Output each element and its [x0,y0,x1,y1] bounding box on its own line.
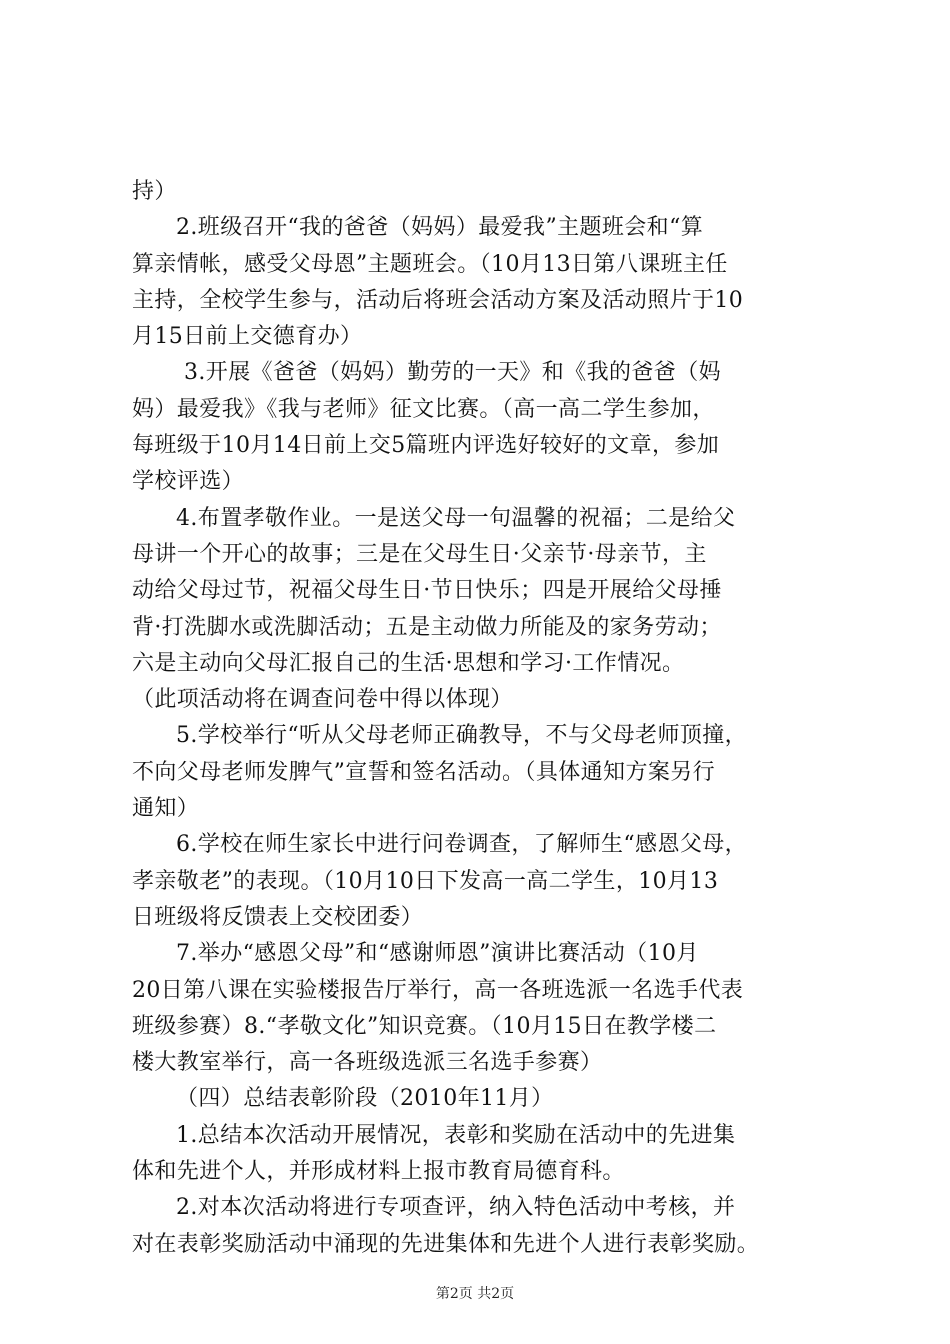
body-line: 每班级于10月14日前上交5篇班内评选好较好的文章，参加 [132,433,720,459]
body-line: 学校评选） [132,469,245,495]
body-line: 班级参赛）8.“孝敬文化”知识竞赛。（10月15日在教学楼二 [132,1013,717,1039]
body-line: 主持，全校学生参与，活动后将班会活动方案及活动照片于10 [132,287,744,313]
body-line: 1.总结本次活动开展情况，表彰和奖励在活动中的先进集 [176,1122,736,1148]
body-line: 月15日前上交德育办） [132,324,363,350]
body-line: 3.开展《爸爸（妈妈）勤劳的一天》和《我的爸爸（妈 [184,360,721,386]
body-line: 5.学校举行“听从父母老师正确教导，不与父母老师顶撞， [176,723,748,749]
body-line: 持） [132,179,177,204]
body-line: 楼大教室举行，高一各班级选派三名选手参赛） [132,1050,603,1076]
page-footer: 第2页 共2页 [435,1286,515,1302]
body-line: 6.学校在师生家长中进行问卷调查，了解师生“感恩父母， [176,832,748,858]
body-line: 2.对本次活动将进行专项查评，纳入特色活动中考核，并 [176,1195,736,1221]
body-line: （四）总结表彰阶段（2010年11月） [176,1086,554,1112]
document-body [132,174,832,1263]
body-line: 2.班级召开“我的爸爸（妈妈）最爱我”主题班会和“算 [176,215,704,241]
body-line: 母讲一个开心的故事；三是在父母生日·父亲节·母亲节，主 [132,541,707,567]
body-line: 7.举办“感恩父母”和“感谢师恩”演讲比赛活动（10月 [176,941,699,967]
body-line: 日班级将反馈表上交校团委） [132,904,424,930]
body-line: 4.布置孝敬作业。一是送父母一句温馨的祝福；二是给父 [176,505,736,531]
body-line: 妈）最爱我》《我与老师》征文比赛。（高一高二学生参加， [132,396,715,422]
body-line: 20日第八课在实验楼报告厅举行，高一各班选派一名选手代表 [132,977,744,1003]
body-line: 孝亲敬老”的表现。（10月10日下发高一高二学生，10月13 [132,868,719,894]
body-line: 六是主动向父母汇报自己的生活·思想和学习·工作情况。 [132,650,685,676]
body-line: 算亲情帐，感受父母恩”主题班会。（10月13日第八课班主任 [132,251,728,277]
body-line: 不向父母老师发脾气”宣誓和签名活动。（具体通知方案另行 [132,759,716,785]
body-line: （此项活动将在调查问卷中得以体现） [132,687,513,713]
body-line: 通知） [132,796,200,822]
body-line: 对在表彰奖励活动中涌现的先进集体和先进个人进行表彰奖励。 [132,1231,760,1257]
body-line: 动给父母过节，祝福父母生日·节日快乐；四是开展给父母捶 [132,578,722,604]
body-line: 体和先进个人，并形成材料上报市教育局德育科。 [132,1159,625,1185]
body-line: 背·打洗脚水或洗脚活动；五是主动做力所能及的家务劳动； [132,614,722,640]
